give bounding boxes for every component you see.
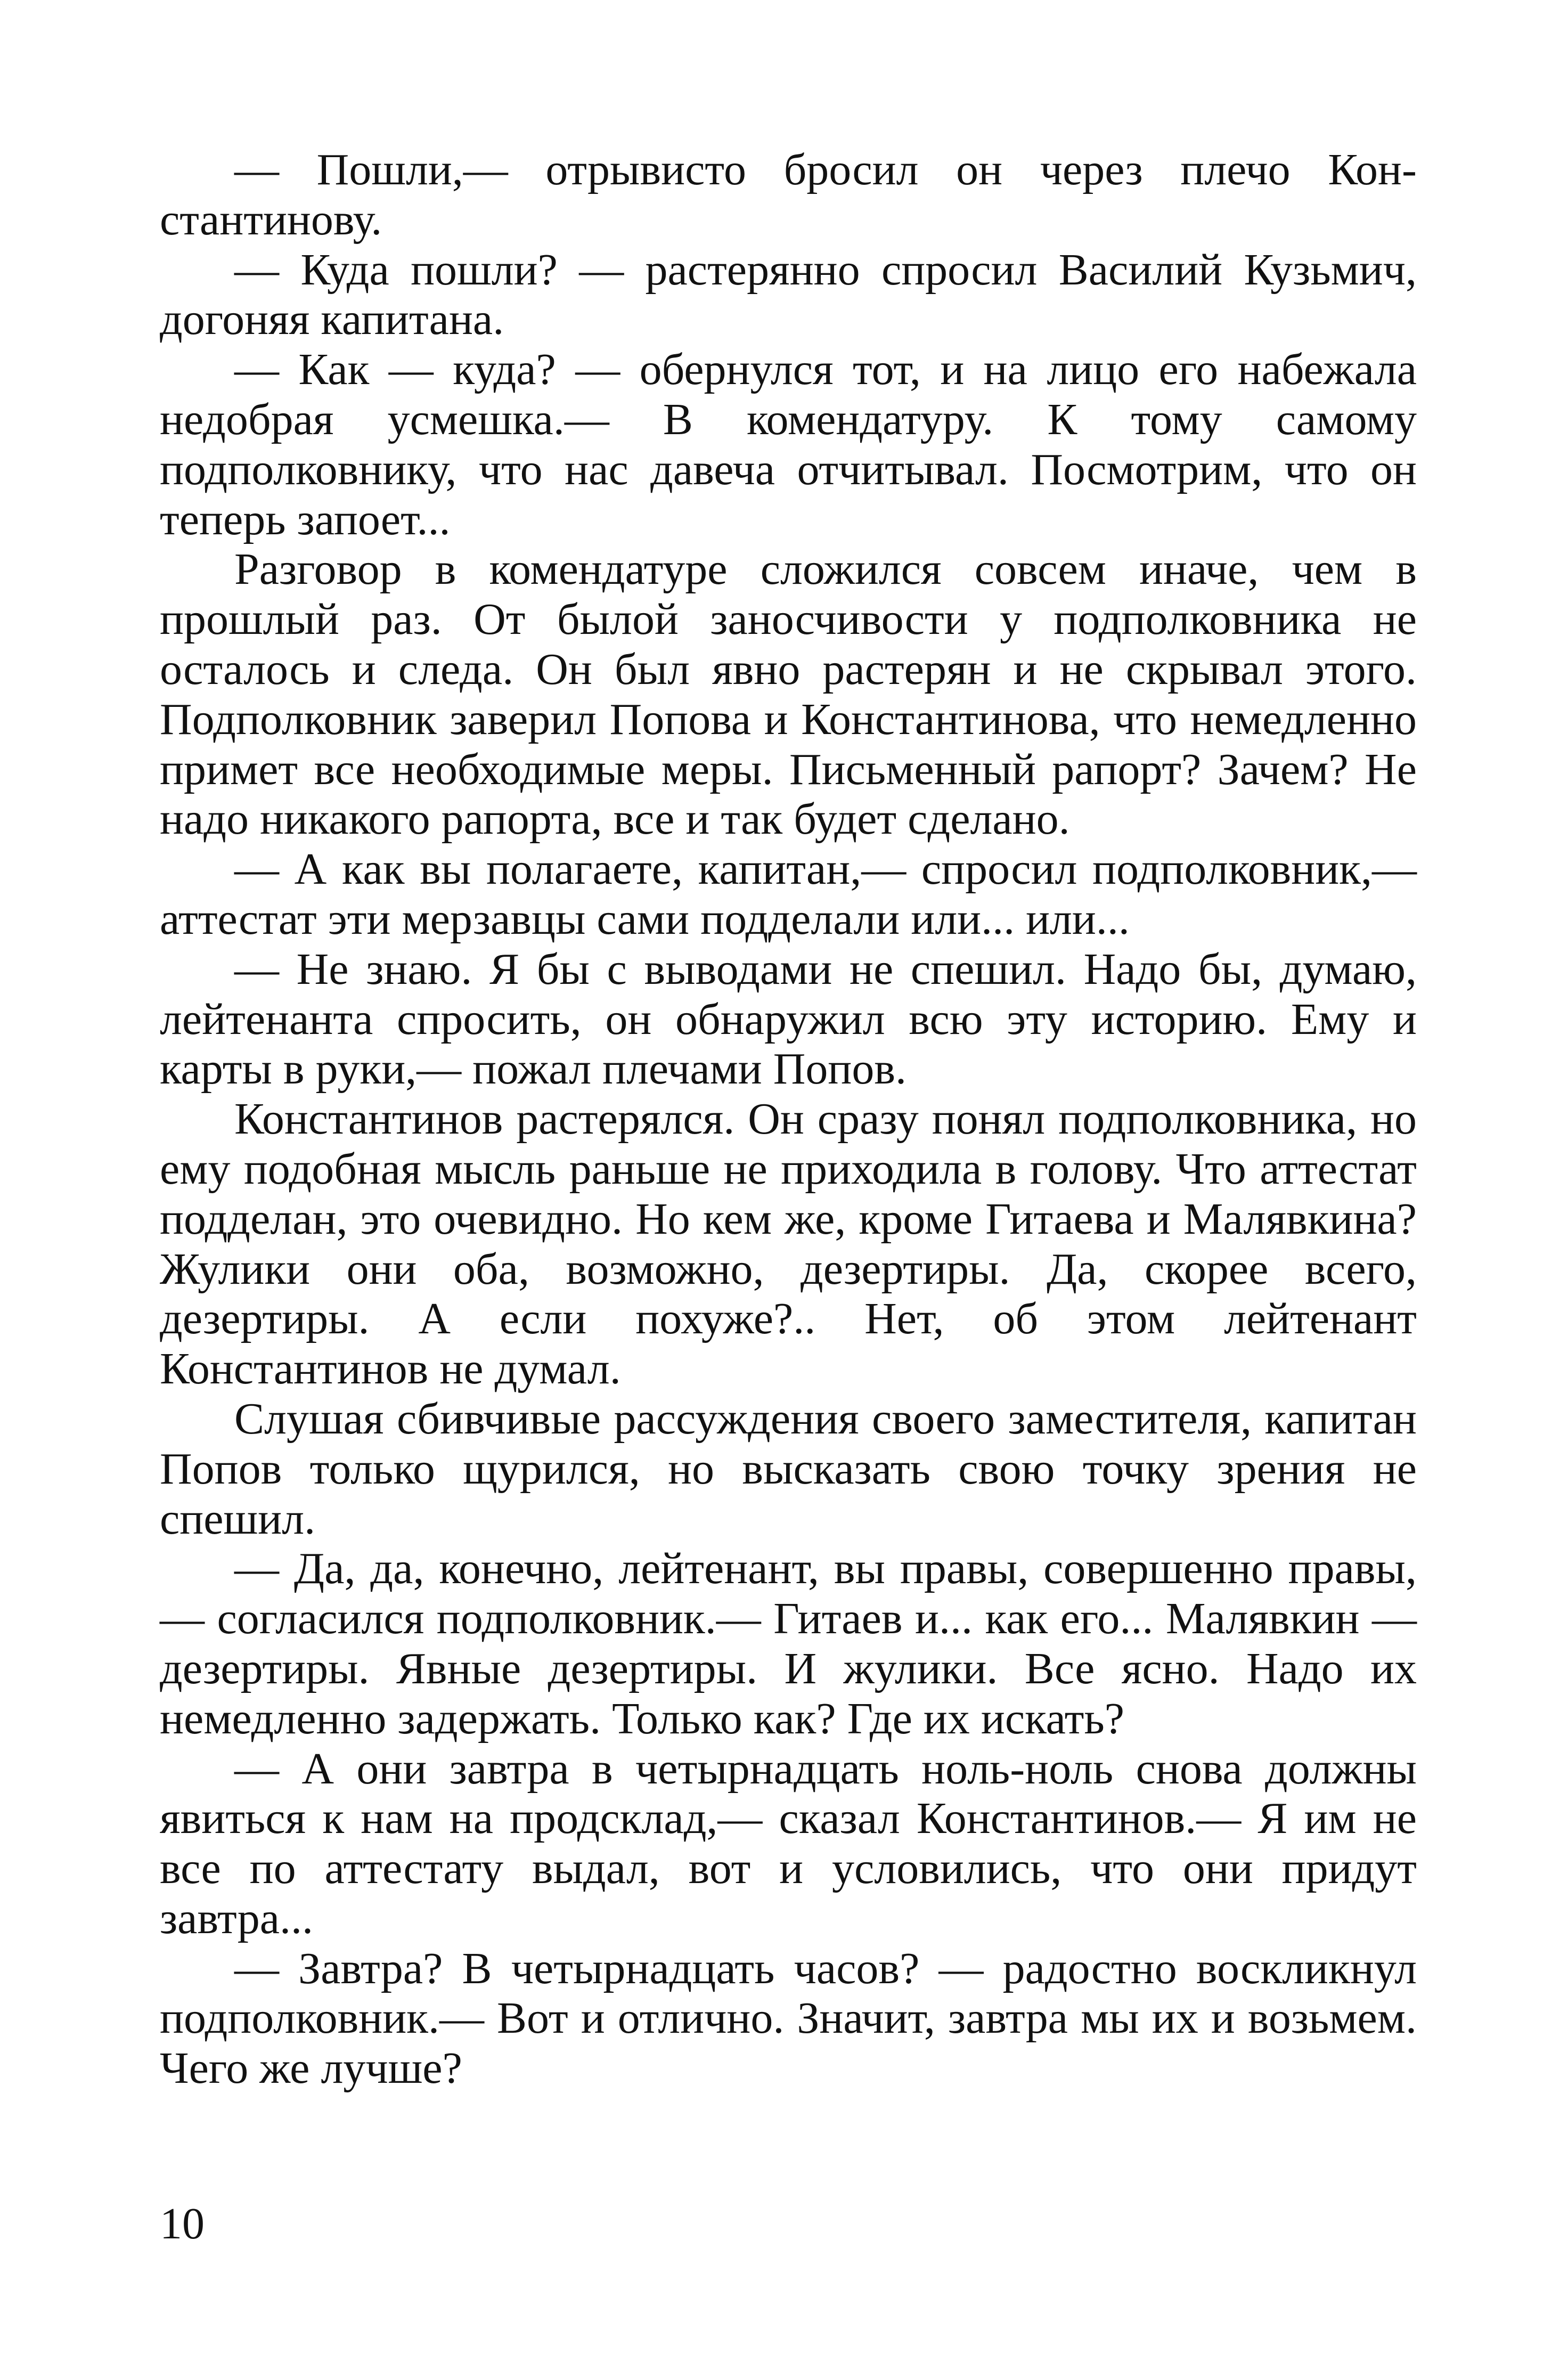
paragraph-6: — Не знаю. Я бы с выводами не спешил. Надо бы, думаю, лейтенанта спросить, он обнаружил всю эту историю. Ему и карты в руки,— пожал плечами Попов. xyxy=(160,944,1417,1094)
paragraph-5: — А как вы полагаете, капитан,— спросил подполковник,— аттестат эти мерзавцы сами подделали или... или... xyxy=(160,844,1417,944)
page-number: 10 xyxy=(160,2199,205,2248)
body-text xyxy=(160,145,1417,2093)
paragraph-4: Разговор в комендатуре сложился совсем иначе, чем в прошлый раз. От былой заносчивости у подполковника не осталось и следа. Он был явно растерян и не скрывал этого. Подполковник заверил Попова и Константинова, что немедленно примет все необходимые меры. Письменный рапорт? Зачем? Не надо никакого рапорта, все и так будет сделано. xyxy=(160,544,1417,844)
paragraph-10: — А они завтра в четырнадцать ноль-ноль снова должны явиться к нам на продсклад,— сказал Константинов.— Я им не все по аттестату выдал, вот и условились, что они придут завтра... xyxy=(160,1743,1417,1943)
paragraph-9: — Да, да, конечно, лейтенант, вы правы, совершенно правы,— согласился подполковник.— Гитаев и... как его... Малявкин — дезертиры. Явные дезертиры. И жулики. Все ясно. Надо их немедленно задержать. Только как? Где их искать? xyxy=(160,1544,1417,1743)
paragraph-1: — Пошли,— отрывисто бросил он через плечо Константинову. xyxy=(160,145,1417,245)
paragraph-2: — Куда пошли? — растерянно спросил Василий Кузьмич, догоняя капитана. xyxy=(160,245,1417,345)
paragraph-7: Константинов растерялся. Он сразу понял подполковника, но ему подобная мысль раньше не приходила в голову. Что аттестат подделан, это очевидно. Но кем же, кроме Гитаева и Малявкина? Жулики они оба, возможно, дезертиры. Да, скорее всего, дезертиры. А если похуже?.. Нет, об этом лейтенант Константинов не думал. xyxy=(160,1094,1417,1394)
paragraph-3: — Как — куда? — обернулся тот, и на лицо его набежала недобрая усмешка.— В комендатуру. К тому самому подполковнику, что нас давеча отчитывал. Посмотрим, что он теперь запоет... xyxy=(160,345,1417,544)
paragraph-8: Слушая сбивчивые рассуждения своего заместителя, капитан Попов только щурился, но высказать свою точку зрения не спешил. xyxy=(160,1394,1417,1544)
paragraph-11: — Завтра? В четырнадцать часов? — радостно воскликнул подполковник.— Вот и отлично. Значит, завтра мы их и возьмем. Чего же лучше? xyxy=(160,1943,1417,2093)
